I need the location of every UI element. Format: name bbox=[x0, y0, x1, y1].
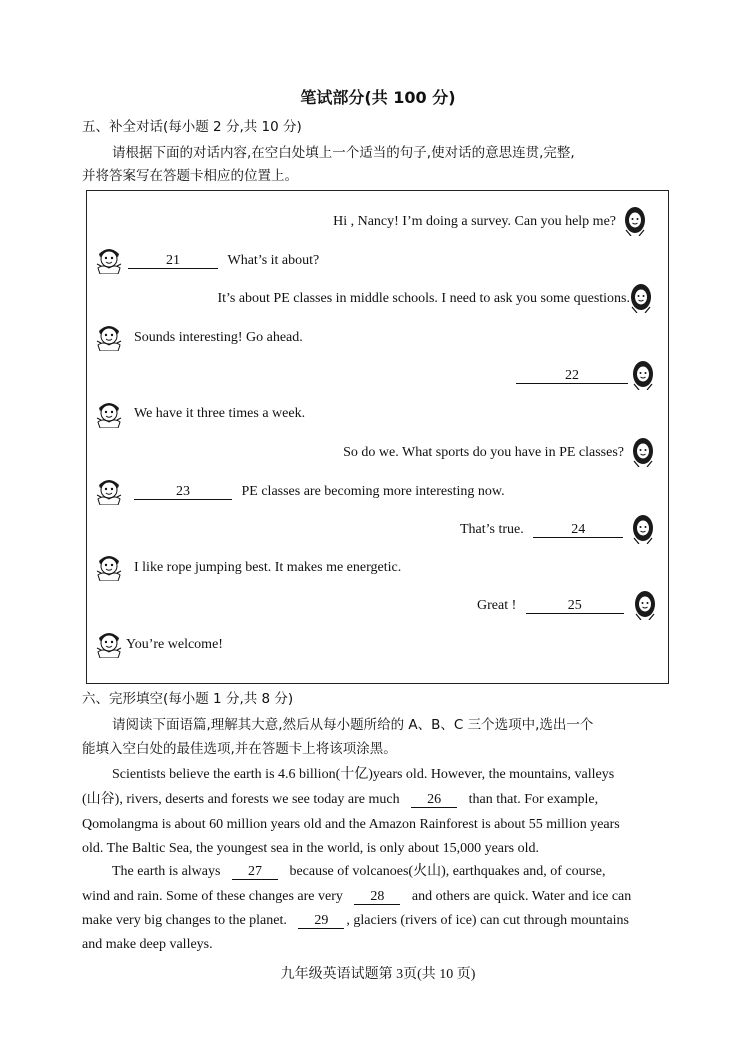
section5-instruction-line2: 并将答案写在答题卡相应的位置上。 bbox=[82, 168, 298, 184]
dialogue-line-4: Sounds interesting! Go ahead. bbox=[134, 330, 303, 345]
answer-blank-22[interactable]: 22 bbox=[516, 369, 628, 384]
passage-p2-line1a: The earth is always bbox=[112, 864, 221, 879]
boy-avatar-icon bbox=[96, 321, 122, 351]
answer-blank-25[interactable]: 25 bbox=[526, 599, 624, 614]
dialogue-line-9: That’s true. bbox=[460, 522, 524, 537]
dialogue-line-10: I like rope jumping best. It makes me energetic. bbox=[134, 560, 402, 575]
passage-p2-line3b: , glaciers (rivers of ice) can cut through mountains bbox=[346, 913, 629, 928]
boy-avatar-icon bbox=[96, 398, 122, 428]
section5-instruction-line1: 请根据下面的对话内容,在空白处填上一个适当的句子,使对话的意思连贯,完整, bbox=[112, 145, 575, 161]
passage-p1-line3: Qomolangma is about 60 million years old and the Amazon Rainforest is about 55 million years bbox=[82, 817, 620, 832]
dialogue-line-11: Great ! bbox=[477, 598, 517, 613]
page-footer: 九年级英语试题第 3页(共 10 页) bbox=[280, 967, 476, 982]
dialogue-line-1: Hi , Nancy! I’m doing a survey. Can you help me? bbox=[333, 214, 616, 229]
passage-p1-line2a: (山谷), rivers, deserts and forests we see today are much bbox=[82, 792, 400, 807]
answer-blank-23[interactable]: 23 bbox=[134, 485, 232, 500]
boy-avatar-icon bbox=[96, 475, 122, 505]
answer-blank-24[interactable]: 24 bbox=[533, 523, 623, 538]
nancy-avatar-icon bbox=[630, 360, 656, 390]
answer-blank-21[interactable]: 21 bbox=[128, 254, 218, 269]
passage-p2-line4: and make deep valleys. bbox=[82, 937, 213, 952]
nancy-avatar-icon bbox=[628, 283, 654, 313]
passage-p2-line3a: make very big changes to the planet. bbox=[82, 913, 287, 928]
nancy-avatar-icon bbox=[630, 514, 656, 544]
section5-heading: 五、补全对话(每小题 2 分,共 10 分) bbox=[82, 119, 302, 135]
boy-avatar-icon bbox=[96, 244, 122, 274]
answer-blank-28[interactable]: 28 bbox=[354, 890, 400, 905]
section6-instruction-line2: 能填入空白处的最佳选项,并在答题卡上将该项涂黑。 bbox=[82, 741, 397, 757]
dialogue-line-12: You’re welcome! bbox=[126, 637, 223, 652]
answer-blank-26[interactable]: 26 bbox=[411, 793, 457, 808]
dialogue-line-2: What’s it about? bbox=[227, 253, 320, 268]
dialogue-line-3: It’s about PE classes in middle schools. I need to ask you some questions. bbox=[217, 291, 630, 306]
dialogue-line-8: PE classes are becoming more interesting now. bbox=[241, 484, 505, 499]
dialogue-line-6: We have it three times a week. bbox=[134, 406, 306, 421]
nancy-avatar-icon bbox=[622, 206, 648, 236]
answer-blank-27[interactable]: 27 bbox=[232, 865, 278, 880]
page-title: 笔试部分(共 100 分) bbox=[300, 88, 456, 107]
passage-p1-line1: Scientists believe the earth is 4.6 billion(十亿)years old. However, the mountains, valleys bbox=[112, 767, 615, 782]
dialogue-line-7: So do we. What sports do you have in PE classes? bbox=[343, 445, 624, 460]
boy-avatar-icon bbox=[96, 628, 122, 658]
passage-p1-line4: old. The Baltic Sea, the youngest sea in the world, is only about 15,000 years old. bbox=[82, 841, 539, 856]
section6-heading: 六、完形填空(每小题 1 分,共 8 分) bbox=[82, 691, 294, 707]
nancy-avatar-icon bbox=[632, 590, 658, 620]
passage-p2-line2b: and others are quick. Water and ice can bbox=[411, 889, 632, 904]
section6-instruction-line1: 请阅读下面语篇,理解其大意,然后从每小题所给的 A、B、C 三个选项中,选出一个 bbox=[112, 717, 594, 733]
boy-avatar-icon bbox=[96, 551, 122, 581]
answer-blank-29[interactable]: 29 bbox=[298, 914, 344, 929]
passage-p2-line2a: wind and rain. Some of these changes are very bbox=[82, 889, 343, 904]
passage-p2-line1b: because of volcanoes(火山), earthquakes and, of course, bbox=[289, 864, 606, 879]
nancy-avatar-icon bbox=[630, 437, 656, 467]
passage-p1-line2b: than that. For example, bbox=[468, 792, 599, 807]
